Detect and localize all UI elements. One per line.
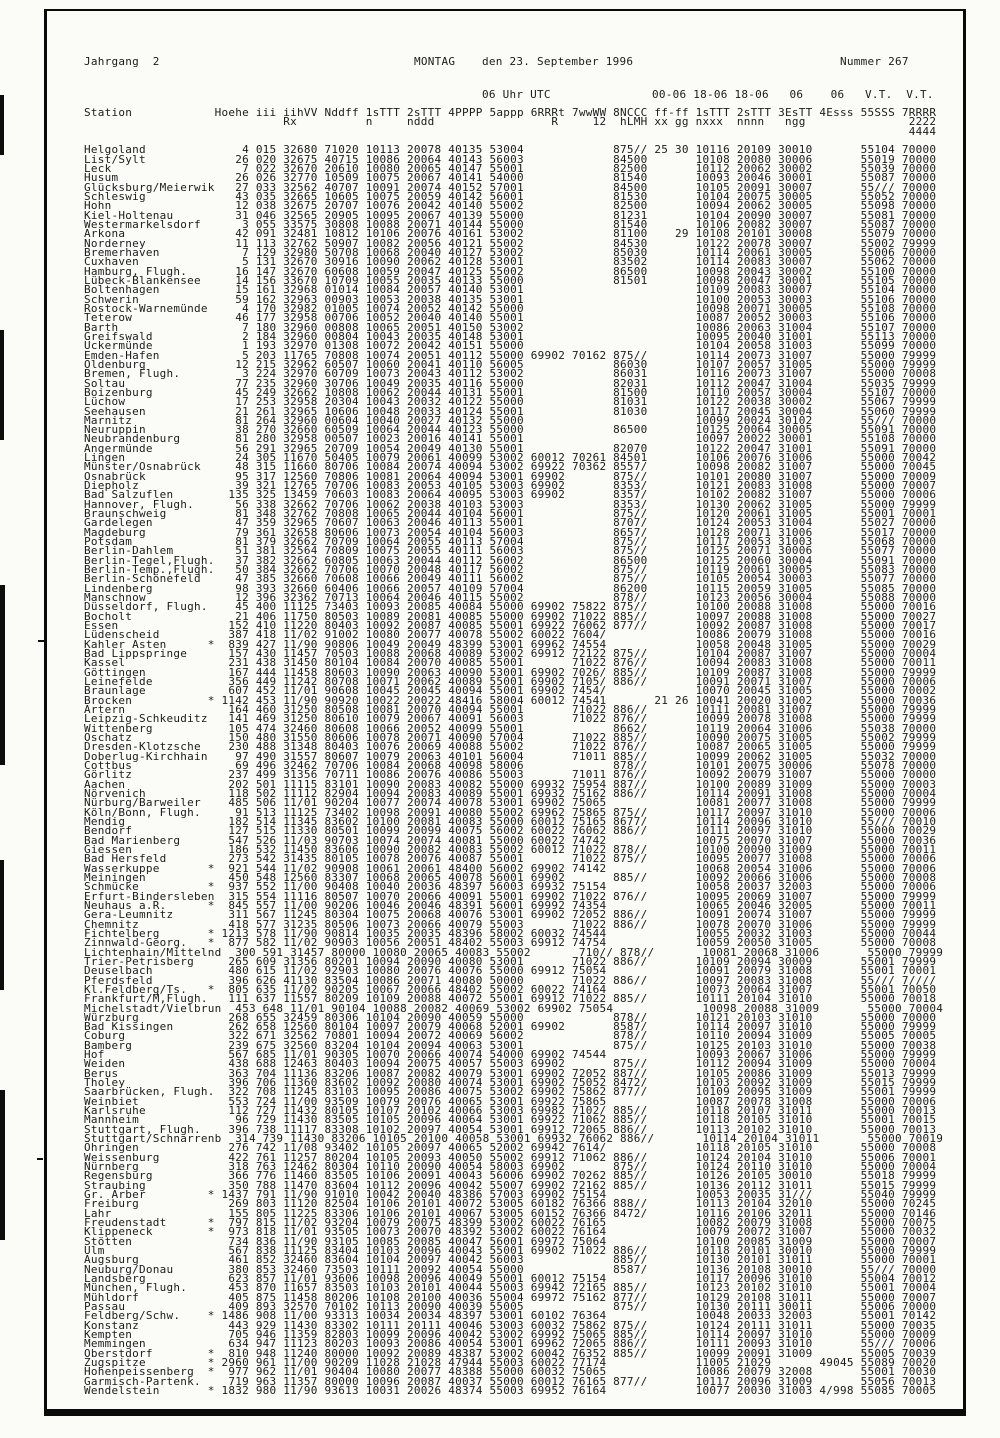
table-row: Osnabrück 95 317 12560 70806 10081 20064 40094 53001 69902 875// 10101 20080 31007 55000 70009 xyxy=(84,469,937,483)
table-row: Lübeck-Blankensee 14 156 33670 10709 10055 20035 40133 55000 81501 10098 20047 30001 55105 70000 xyxy=(84,273,937,287)
table-row: Erfurt-Bindersleben 315 554 11116 80507 10070 20066 40091 55001 69902 71022 876// 10095 20069 31007 55000 79999 xyxy=(84,889,937,903)
table-row: Straubing 350 788 11470 83604 10112 20096 40042 55007 69902 72162 885// 10136 20112 31011 55015 79999 xyxy=(84,1178,937,1192)
table-row: Norderney 11 113 32762 50907 10082 20056 40121 55002 84530 10122 20078 30007 55002 79999 xyxy=(84,236,937,250)
table-row: Klippeneck * 973 818 11/01 93505 10073 20070 48392 53002 60022 76164 10079 20072 31007 55000 70032 xyxy=(84,1225,937,1239)
table-row: Oldenburg 12 215 32962 60507 10060 20041 40110 56005 86030 10107 20057 31005 55000 79999 xyxy=(84,357,937,371)
table-row: Rostock-Warnemünde 4 170 32982 01005 10074 20052 40142 55000 10098 20071 30005 55108 70000 xyxy=(84,301,937,315)
table-row: Saarbrücken, Flugh. 322 708 11245 83103 10095 20086 40075 53002 69902 75862 877// 10109 20095 31009 55001 79999 xyxy=(84,1085,937,1099)
weekday-label: MONTAG xyxy=(414,55,456,68)
scan-artifact-6 xyxy=(38,640,44,642)
table-row: Mühldorf 405 875 11458 80206 10108 20100 40036 55004 69972 75162 877// 10129 20108 31011 55000 70007 xyxy=(84,1290,937,1304)
table-row: Magdeburg 79 361 32658 80606 10073 20054 40104 56003 8657/ 10128 20071 31006 55017 70000 xyxy=(84,525,937,539)
table-row: Westermarkelsdorf 3 055 33575 30808 10088 20071 40144 55000 81540 10106 20082 30007 55087 70000 xyxy=(84,217,937,231)
table-row: Nürnberg 318 763 12462 80304 10110 20090 40054 58003 69902 875// 10124 20110 31010 55000 70004 xyxy=(84,1160,937,1174)
table-row: Ückermünde 1 193 32970 01308 10072 20042 40151 55000 10104 20058 31003 55099 70000 xyxy=(84,339,937,353)
table-row: Bocholt 21 406 11750 80503 10089 20081 40085 55000 69902 71022 885// 10097 20088 31008 55000 70027 xyxy=(84,609,937,623)
scan-artifact-3 xyxy=(0,585,5,765)
table-row: Stuttgart, Flugh. 396 738 11117 83308 10102 20097 40054 53001 69912 72065 886// 10113 20102 31010 55000 70013 xyxy=(84,1122,937,1136)
table-row: Seehausen 21 261 32965 10606 10048 20033 40124 55001 81030 10117 20045 30004 55060 79999 xyxy=(84,404,937,418)
table-row: Gr. Arber * 1437 791 11/90 91010 10042 20040 48386 57003 69902 75154 10053 20035 31/// 55040 79999 xyxy=(84,1188,937,1202)
table-row: Lüdenscheid 387 418 11/02 91002 10080 20077 40078 55002 60022 7604/ 10086 20079 31008 55000 70016 xyxy=(84,628,937,642)
table-row: Bendorf 127 515 11330 80501 10099 20099 40075 56002 60022 76062 886// 10111 20097 31010 55000 70029 xyxy=(84,824,937,838)
table-row: Essen 152 410 11220 80403 10092 20087 40085 55001 69922 76062 877// 10092 20087 31008 55000 70017 xyxy=(84,619,937,633)
table-row: Tholey 396 706 11360 83602 10092 20080 40074 53001 69902 75052 8472/ 10103 20092 31009 55015 79999 xyxy=(84,1076,937,1090)
table-row: Diepholz 39 321 12765 70706 10083 20053 40105 53003 69902 8353/ 10121 20083 31008 55000 70007 xyxy=(84,479,937,493)
table-row: Glücksburg/Meierwik 27 033 32562 40707 10091 20074 40152 57001 84500 10105 20091 30007 55/// 70000 xyxy=(84,180,937,194)
table-row: Hof 567 685 11/01 90305 10070 20066 40074 54000 69902 74544 10093 20067 31006 55000 79999 xyxy=(84,1048,937,1062)
table-row: Oschatz 150 480 31550 80606 10078 20071 40090 57004 71022 885// 10090 20075 31005 55002 79999 xyxy=(84,730,937,744)
table-row: Husum 26 026 32770 10509 10075 20067 40141 54000 81540 10093 20046 30001 55087 70000 xyxy=(84,171,937,185)
period-labels: 00-06 18-06 18-06 06 06 V.T. V.T. xyxy=(652,88,934,101)
table-row: Münster/Osnabrück 48 315 11660 80706 10084 20074 40094 53002 69922 70362 8557/ 10098 20082 31007 55000 70045 xyxy=(84,460,937,474)
table-row: Angermünde 56 291 32965 20709 10054 20049 40130 55001 82070 10122 20047 31001 55091 70000 xyxy=(84,441,937,455)
table-row: Gardelegen 47 359 32965 70607 10063 20046 40113 55001 8707/ 10124 20053 31004 55027 70000 xyxy=(84,516,937,530)
station-table xyxy=(84,108,943,1395)
table-row: Cottbus 69 496 32462 70706 10084 20068 40098 58006 878// 10101 20075 30006 55078 70000 xyxy=(84,758,937,772)
table-row: Weiden 438 688 12463 80403 10094 20075 40057 55003 69902 875// 10112 20094 31009 55000 70004 xyxy=(84,1057,937,1071)
table-row: Hohn 12 038 32675 20707 10076 20042 40140 55002 82500 10094 20062 30005 55098 70000 xyxy=(84,199,937,213)
table-row: Mendig 182 514 11345 83602 10100 20081 40083 55000 60012 75165 8677/ 10114 20096 31010 55/// 70010 xyxy=(84,814,937,828)
table-row: Lahr 155 805 11225 83306 10106 20101 40067 53005 60152 76366 8472/ 10116 20106 32011 55000 70146 xyxy=(84,1206,937,1220)
table-row: Zugspitze * 2960 961 11/00 90209 11028 21028 47944 55003 60022 77174 11005 21029 49045 55089 70020 xyxy=(84,1355,937,1369)
table-row: Wasserkuppe * 921 544 11/02 90908 10061 20061 48400 56002 69902 74142 10068 20054 31006 55000 70006 xyxy=(84,861,937,875)
table-row: Bremen, Flugh. 3 224 32970 60709 10073 20043 40112 53002 86031 10116 20073 31007 55000 70008 xyxy=(84,367,937,381)
scan-artifact-2 xyxy=(0,330,4,440)
table-row: Hohenpeissenberg * 977 962 11/01 90404 10080 20077 48388 55000 60032 75065 10086 20079 32008 55001 70030 xyxy=(84,1365,937,1379)
table-row: Chemnitz 418 577 31235 80506 10073 20066 40079 55003 71022 886// 10078 20070 31006 55000 79999 xyxy=(84,917,937,931)
table-row: Feldberg/Schw. * 1486 908 11/00 93313 10034 20034 48397 53001 60102 76364 10048 20033 32003 55001 70142 xyxy=(84,1309,937,1323)
table-row: Hannover, Flugh. 56 338 32662 70706 10062 20038 40103 53003 8353/ 10130 20062 31005 55000 79999 xyxy=(84,497,937,511)
table-row: Hamburg, Flugh. 16 147 32670 60608 10059 20047 40125 55002 86500 10098 20043 30002 55100 70000 xyxy=(84,264,937,278)
table-row: Garmisch-Partenk. 719 963 11357 80000 10096 20087 40037 55000 60012 76165 877// 10117 20096 31009 55056 70013 xyxy=(84,1374,937,1388)
table-row: Neuruppin 38 270 32660 60509 10064 20044 40123 55000 86500 10125 20064 30005 55091 70000 xyxy=(84,423,937,437)
table-row: Lingen 24 305 11670 50405 10079 20061 40099 53002 60012 70261 84501 10106 20076 31006 55000 70042 xyxy=(84,451,937,465)
table-row: Barth 7 180 32960 00808 10065 20051 40150 53002 10086 20063 31004 55107 70000 xyxy=(84,320,937,334)
table-row: Stuttgart/Schnarrenb 314 739 11430 83206 10105 20100 40058 53001 69932 76062 886// 10114 20104 31011 55000 70019 xyxy=(84,1132,944,1146)
table-row: Neuhaus a.R. * 845 557 11/00 90206 10046 20046 48391 56001 69992 74354 10065 20046 32005 55000 70011 xyxy=(84,898,937,912)
table-row: Nörvenich 118 502 11112 82904 10094 20083 40089 55001 69932 75162 886// 10114 20091 31008 55000 70004 xyxy=(84,786,937,800)
table-row: Trier-Petrisberg 265 609 31356 80201 10094 20090 40080 53001 71022 886// 10109 20094 30009 55001 79999 xyxy=(84,954,937,968)
table-row: Kiel-Holtenau 31 046 32565 20905 10095 20067 40139 55000 81231 10104 20090 30007 55081 70000 xyxy=(84,208,937,222)
scan-artifact-1 xyxy=(0,95,4,155)
table-row: Schmücke * 937 552 11/00 90408 10040 20036 48397 56003 69932 75154 10058 20037 32003 55000 70006 xyxy=(84,880,937,894)
table-row: Konstanz 443 929 11430 83302 10111 20111 40046 53003 60032 75862 875// 10124 20111 31011 55000 70035 xyxy=(84,1318,937,1332)
table-row: Dresden-Klotzsche 230 488 31348 80403 10076 20069 40088 55002 71022 876// 10087 20065 31005 55000 79999 xyxy=(84,740,937,754)
date-label: den 23. September 1996 xyxy=(482,55,634,68)
table-row: Neuburg/Donau 380 853 32460 73503 10111 20092 40054 55000 8587/ 10136 20108 30010 55/// 70000 xyxy=(84,1262,937,1276)
table-row: Bad Kissingen 262 658 12560 80104 10097 20079 40068 52001 69902 8587/ 10114 20097 31010 55000 79999 xyxy=(84,1020,937,1034)
table-row: Schwerin 59 162 32963 00903 10053 20038 40135 53001 10100 20053 30003 55106 70000 xyxy=(84,292,937,306)
table-row: Freudenstadt * 797 815 11/02 93204 10079 20075 48399 53002 60022 76165 10082 20079 31008 55000 70075 xyxy=(84,1216,937,1230)
table-row: Aachen 202 501 11115 83101 10090 20083 40082 55000 69932 75954 887// 10100 20089 31009 55000 70003 xyxy=(84,777,937,791)
table-row: Gera-Leumnitz 311 567 11245 80304 10075 20068 40076 53001 69902 72052 886// 10091 20074 31007 55000 79999 xyxy=(84,908,937,922)
table-row: Arkona 42 091 32481 10812 10106 20076 40161 53002 81100 29 10108 20101 30008 55079 70000 xyxy=(84,227,937,241)
table-row: Würzburg 268 655 32459 80306 10104 20090 40059 55000 878// 10121 20103 31010 55000 70000 xyxy=(84,1010,937,1024)
table-row: Brocken * 1142 453 11/90 90920 10022 20022 48416 58004 60012 74541 21 26 10041 20020 31002 55000 70036 xyxy=(84,693,937,707)
table-row: Bad Hersfeld 273 542 31435 80105 10078 20076 40087 55001 71022 875// 10095 20077 31008 55000 70006 xyxy=(84,852,937,866)
table-row: Helgoland 4 015 32680 71020 10113 20078 40135 53004 875// 25 30 10116 20109 30010 55104 70000 xyxy=(84,143,937,157)
issue-number-label: Nummer 267 xyxy=(840,55,909,68)
table-row: Cuxhaven 5 131 32670 30916 10090 20062 40128 53001 83502 10114 20083 30007 55062 70000 xyxy=(84,255,937,269)
table-row: Lichtenhain/Mittelnd 300 591 31457 80000 10080 20065 40083 55002 710// 878// 10081 20068 31006 55000 79999 xyxy=(84,945,944,959)
table-subheader-row: Rx n nddd R 12 hLMH xx gg nxxx nnnn ngg 2222 xyxy=(84,115,937,129)
table-row: Doberlug-Kirchhain 97 490 31557 80607 10079 20063 40101 56004 71011 885// 10099 20062 31005 55032 70000 xyxy=(84,749,937,763)
jahrgang-label: Jahrgang 2 xyxy=(84,55,160,68)
table-row: Marnitz 81 264 32960 00604 10040 20027 40132 55000 10099 20024 30102 55/// 70000 xyxy=(84,413,937,427)
table-row: Schleswig 43 035 32665 10605 10075 20059 40142 56001 81530 10104 20075 30005 55052 70000 xyxy=(84,189,937,203)
table-row: Regensburg 366 776 11460 83505 10106 20091 40043 56006 69902 70262 885// 10126 20105 30010 55018 79999 xyxy=(84,1169,937,1183)
table-row: Manschnow 12 396 32362 70713 10064 20046 40115 55002 878// 10123 20056 30004 55088 70000 xyxy=(84,591,937,605)
table-row: Düsseldorf, Flugh. 45 400 11125 73403 10093 20085 40084 55000 69902 75822 875// 10100 20088 31008 55000 70016 xyxy=(84,600,937,614)
table-row: Braunschweig 81 348 32762 70808 10065 20044 40104 56001 875// 10120 20061 31005 55001 70001 xyxy=(84,507,937,521)
table-row: Kempten 705 946 11359 82803 10099 20096 40042 53002 69992 75065 885// 10114 20097 31010 55000 70009 xyxy=(84,1327,937,1341)
table-row: Lindenberg 98 393 32660 60406 10066 20057 40109 57004 86200 10115 20059 31005 55085 70000 xyxy=(84,581,937,595)
table-row: Boltenhagen 15 161 32968 01014 10084 20057 40140 53001 10109 20083 30007 55104 70000 xyxy=(84,283,937,297)
table-row: Wendelstein * 1832 980 11/90 93613 10031 20026 48374 55003 69952 76164 10077 20030 31003 4/998 55085 70005 xyxy=(84,1383,937,1397)
table-row: Zinnwald-Georg. * 877 582 11/02 90903 10056 20051 48402 55003 69912 74754 10059 20050 31005 55000 70008 xyxy=(84,936,937,950)
table-row: Bad Salzuflen 135 325 13459 70603 10083 20064 40095 53003 69902 8357/ 10102 20082 31007 55000 70006 xyxy=(84,488,937,502)
table-subheader-row2: 4444 xyxy=(84,124,937,138)
table-row: Memmingen 634 947 11123 80203 10093 20086 40054 53001 69962 72065 886// 10111 20093 31010 55/// 70006 xyxy=(84,1337,937,1351)
table-row: Freiburg 269 803 11120 82504 10106 20101 40072 53005 60182 76366 888// 10113 20104 32010 55000 70245 xyxy=(84,1197,937,1211)
table-row: Emden-Hafen 5 203 11765 70808 10074 20051 40112 55000 69902 70162 875// 10114 20073 31007 55000 79999 xyxy=(84,348,937,362)
table-row: List/Sylt 26 020 32675 40715 10086 20064 40143 56003 84500 10108 20080 30006 55019 70000 xyxy=(84,152,937,166)
table-row: Köln/Bonn, Flugh. 91 513 11125 73402 10098 20091 40080 55002 69962 75865 875// 10117 20097 31010 55000 70006 xyxy=(84,805,937,819)
table-row: Bad Marienberg 547 526 11/03 90703 10074 20074 40081 55000 60022 74742 10075 20070 31007 55000 70036 xyxy=(84,833,937,847)
table-row: Berlin-Dahlem 51 381 32564 70809 10075 20055 40111 56003 875// 10125 20071 30006 55077 70000 xyxy=(84,544,937,558)
table-row: Giessen 186 532 11450 83606 10090 20082 40083 55002 60012 71022 878// 10100 20090 31009 55000 70011 xyxy=(84,842,937,856)
scan-artifact-5 xyxy=(0,1090,5,1240)
table-row: Potsdam 81 379 32662 70709 10064 20055 40113 57004 875// 10117 20053 31003 55068 70000 xyxy=(84,535,937,549)
table-row: Pferdsfeld 396 626 41130 83504 10086 20071 40080 50000 71022 886// 10097 20083 31008 55/// 7//// xyxy=(84,973,937,987)
table-row: Kassel 231 438 31450 80104 10084 20070 40085 55001 71022 876// 10094 20083 31008 55000 70011 xyxy=(84,656,937,670)
table-row: Kl.Feldberg/Ts. * 805 635 11/02 90205 10067 20066 48402 55002 60022 74164 10073 20064 31007 55001 70050 xyxy=(84,982,937,996)
table-row: Bremerhaven 7 129 32980 50708 10068 20040 40127 53002 85030 10114 20061 30005 55006 70000 xyxy=(84,245,937,259)
table-row: Ulm 567 838 11125 83404 10103 20096 40043 55001 69902 71022 886// 10118 20101 30010 55000 79999 xyxy=(84,1244,937,1258)
table-row: Fichtelberg * 1213 578 11/90 90814 10035 20035 48396 58002 60032 74544 10055 20032 31003 55000 70044 xyxy=(84,926,937,940)
table-row: Berus 363 704 11136 83206 10087 20082 40079 53001 69902 72052 887// 10105 20086 31009 55013 79999 xyxy=(84,1066,937,1080)
table-row: Bamberg 239 675 32560 83204 10104 20094 40063 53001 875// 10125 20103 31010 55000 70038 xyxy=(84,1038,937,1052)
table-row: Braunlage 607 452 11/01 90608 10045 20045 40094 55001 69902 7454/ 10070 20045 31005 55000 70002 xyxy=(84,684,937,698)
table-row: Greifswald 2 184 32960 00804 10043 20035 40148 53001 10095 20040 31001 55113 70000 xyxy=(84,329,937,343)
table-row: Leinefelde 356 449 11242 80708 10071 20062 40089 55001 69902 7105/ 886// 10091 20071 31007 55000 70006 xyxy=(84,675,937,689)
table-row: Artern 164 460 31250 80508 10081 20070 40094 55001 71022 886// 10111 20081 31007 55000 79999 xyxy=(84,703,937,716)
table-row: Lüchow 17 253 32958 20304 10043 20032 40122 55000 81031 10122 20038 30002 55067 79999 xyxy=(84,395,937,409)
table-row: Leipzig-Schkeuditz 141 469 31250 80610 10079 20067 40091 56003 71022 876// 10099 20078 31008 55000 79999 xyxy=(84,712,937,726)
table-header-row: Station Hoehe iii iihVV Nddff 1sTTT 2sTTT 4PPPP 5appp 6RRRt 7wwWW 8NCCC ff-ff 1sTTT 2sTTT 3EsTT 4Esss 55SSS 7RRRR xyxy=(84,106,937,119)
table-row: Karlsruhe 112 727 11432 80105 10107 20102 40066 53003 69982 7102/ 885// 10118 20107 31011 55000 70013 xyxy=(84,1104,937,1118)
table-row: Görlitz 237 499 31356 70711 10086 20076 40086 55003 71011 876// 10092 20079 31007 55000 70000 xyxy=(84,768,937,782)
table-row: Kahler Asten * 839 427 11/90 90806 10049 20049 48399 53001 69962 74554 10058 20048 31005 55000 70029 xyxy=(84,637,937,651)
table-row: Weinbiet 553 724 11/00 93509 10079 20076 40065 53001 69922 75865 10087 20078 31008 55000 70006 xyxy=(84,1094,937,1108)
table-row: Bad Lippspringe 157 430 11457 70503 10088 20068 40089 53002 69912 72122 875// 10104 20087 31007 55000 70004 xyxy=(84,647,937,661)
table-row: Stötten 734 836 11/90 93105 10085 20085 40047 56001 69972 75064 10100 20085 31009 55000 70007 xyxy=(84,1234,937,1248)
table-row: Berlin-Temp.,Flugh. 50 384 32662 70706 10070 20048 40117 56002 875// 10119 20061 30005 55083 70000 xyxy=(84,563,937,577)
scan-artifact-4 xyxy=(0,860,4,990)
table-row: Teterow 46 177 32958 00706 10052 20040 40140 55001 10087 20052 30003 55106 70000 xyxy=(84,311,937,325)
table-row: Wittenberg 105 474 32460 80608 10066 20052 40099 55001 8662/ 10119 20064 31006 55038 70000 xyxy=(84,721,937,735)
table-row: Passau 409 893 32570 70102 10113 20090 40039 55005 875// 10130 20111 30011 55006 70000 xyxy=(84,1300,937,1313)
table-row: Boizenburg 45 249 32662 10808 10062 20044 40131 55001 81500 10110 20057 30004 55107 70000 xyxy=(84,385,937,399)
table-row: Göttingen 167 444 11458 80603 10090 20063 40090 53001 69902 7026/ 885// 10109 20087 31008 55000 79999 xyxy=(84,665,937,679)
table-row: Berlin-Tegel,Flugh. 37 382 32662 60805 10063 20044 40112 56002 86500 10125 20060 30004 55091 70000 xyxy=(84,553,937,567)
table-row: Neubrandenburg 81 280 32958 00507 10023 20016 40141 55001 10097 20022 30001 55108 70000 xyxy=(84,432,937,446)
table-row: Deuselbach 480 615 11/02 92903 10080 20076 40076 55000 69912 75054 10091 20079 31008 55001 70001 xyxy=(84,964,937,978)
table-row: Meiningen 450 548 12560 83307 10068 20065 40078 56001 69902 885// 10092 20066 31006 55000 70008 xyxy=(84,870,937,884)
table-row: Öhringen 276 742 11/08 93402 10105 20097 40065 52002 69942 7614/ 10118 20105 31010 55000 70008 xyxy=(84,1141,937,1155)
table-row: München, Flugh. 453 870 11657 83503 10103 20101 40044 55003 69942 72165 885// 10123 20102 31010 55001 70004 xyxy=(84,1281,937,1295)
table-row: Landsberg 623 857 11/01 93606 10098 20096 40049 55001 60012 75154 10117 20096 31010 55004 70012 xyxy=(84,1272,937,1286)
table-row: Berlin-Schönefeld 47 385 32660 70608 10066 20049 40111 56002 875// 10105 20054 30003 55077 70000 xyxy=(84,572,937,586)
utc-time-label: 06 Uhr UTC xyxy=(482,88,551,101)
table-row: Mannheim 96 729 11430 83505 10105 20096 40064 53001 69922 71062 885// 10118 20105 31010 55001 70015 xyxy=(84,1113,937,1127)
table-row: Augsburg 461 852 32460 83604 10104 20097 40042 56003 885// 10130 20101 31011 55000 70001 xyxy=(84,1253,937,1267)
table-row: Leck 7 022 32670 20610 10080 20065 40147 55001 82500 10112 20062 30002 55039 70000 xyxy=(84,161,937,175)
table-row: Frankfurt/M,Flugh. 111 637 11557 80209 10109 20088 40072 55001 69912 71022 885// 10111 20104 31010 55000 70018 xyxy=(84,992,937,1006)
table-row: Oberstdorf * 810 948 11240 80000 10092 20089 48387 53002 60042 76352 885// 10099 20091 31009 55005 70039 xyxy=(84,1346,937,1360)
table-row: Coburg 322 671 32562 70801 10094 20072 40069 56002 878// 10110 20094 31009 55005 70005 xyxy=(84,1029,937,1043)
table-row: Weissenburg 422 761 11257 80204 10105 20093 40050 55002 69912 71062 886// 10124 20104 31010 55006 70001 xyxy=(84,1150,937,1164)
scan-artifact-7 xyxy=(37,1158,43,1160)
table-row: Nürburg/Barweiler 485 506 11/01 90204 10077 20074 40078 53001 69902 75065 10081 20077 31008 55000 79999 xyxy=(84,796,937,810)
table-row: Michelstadt/Vielbrun 453 648 11/01 90104 10088 20082 40069 53002 69902 75054 10098 20088 31009 55000 70004 xyxy=(84,1001,944,1015)
table-row: Soltau 77 235 32960 30706 10049 20035 40116 55000 82031 10112 20047 31004 55035 79999 xyxy=(84,376,937,390)
